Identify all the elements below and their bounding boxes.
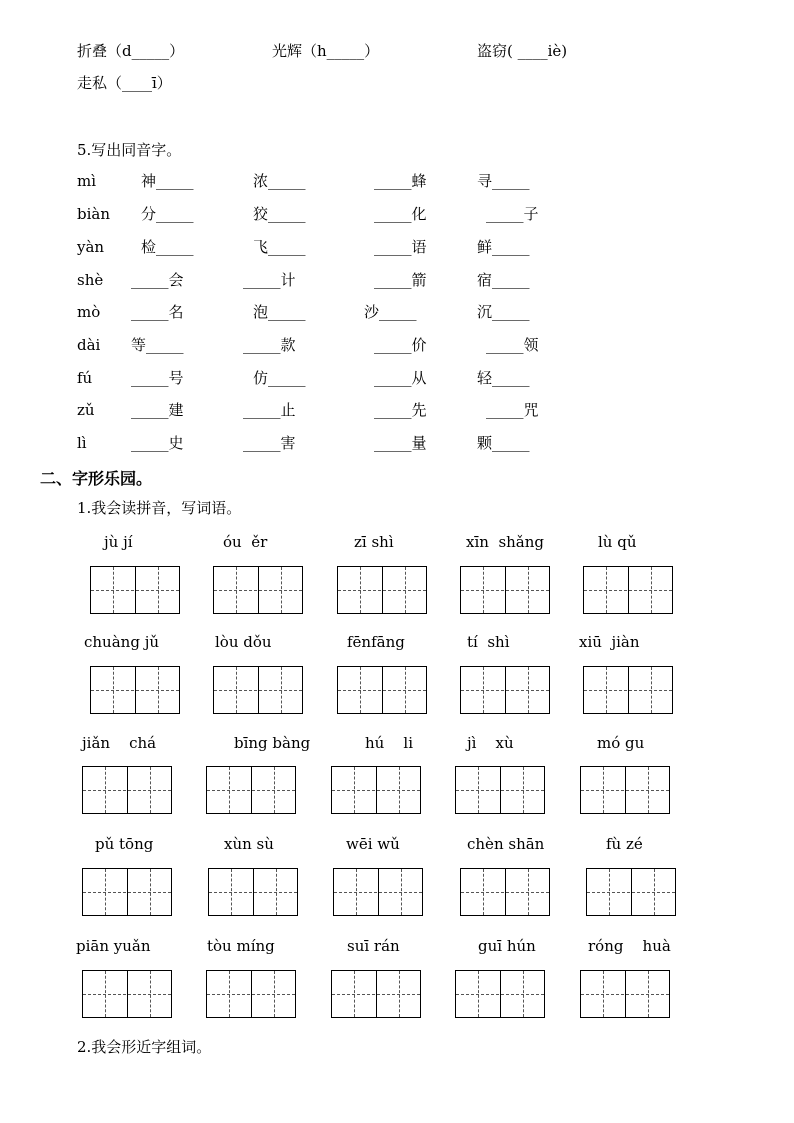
q5-cell: 寻_____ (477, 172, 530, 190)
box-guide-vertical (483, 869, 484, 915)
pinyin-label: zī shì (354, 533, 394, 551)
q5-cell: 泡_____ (253, 303, 306, 321)
box-guide-vertical (528, 869, 529, 915)
q5-cell: _____害 (243, 434, 296, 452)
q5-cell: 检_____ (141, 238, 194, 256)
pinyin-label: chèn shān (467, 835, 545, 853)
q5-cell: _____领 (486, 336, 539, 354)
item-guanghui: 光辉（h_____） (272, 42, 380, 60)
writing-box[interactable] (331, 970, 421, 1018)
writing-box[interactable] (213, 566, 303, 614)
pinyin-label: jù jí (104, 533, 133, 551)
writing-box[interactable] (580, 766, 670, 814)
box-guide-vertical (274, 971, 275, 1017)
box-guide-horizontal (581, 790, 669, 791)
box-guide-horizontal (456, 994, 544, 995)
box-guide-vertical (356, 869, 357, 915)
q5-pinyin: biàn (77, 205, 111, 223)
pinyin-label: xiū jiàn (579, 633, 640, 651)
writing-box[interactable] (337, 566, 427, 614)
box-guide-vertical (483, 567, 484, 613)
writing-box[interactable] (82, 766, 172, 814)
box-guide-horizontal (338, 590, 426, 591)
box-guide-vertical (654, 869, 655, 915)
writing-box[interactable] (82, 970, 172, 1018)
pinyin-label: piān yuǎn (76, 937, 151, 955)
pinyin-label: jiǎn chá (82, 734, 157, 752)
q5-cell: _____先 (374, 401, 427, 419)
pinyin-label: tòu míng (207, 937, 275, 955)
box-guide-horizontal (83, 892, 171, 893)
q5-cell: _____计 (243, 271, 296, 289)
q5-cell: _____款 (243, 336, 296, 354)
pinyin-label: mó gu (597, 734, 645, 752)
q5-cell: _____建 (131, 401, 184, 419)
writing-box[interactable] (583, 666, 673, 714)
box-guide-vertical (354, 971, 355, 1017)
writing-box[interactable] (337, 666, 427, 714)
writing-box[interactable] (82, 868, 172, 916)
q5-cell: _____从 (374, 369, 427, 387)
q5-cell: 宿_____ (477, 271, 530, 289)
box-guide-vertical (281, 567, 282, 613)
q5-cell: 颗_____ (477, 434, 530, 452)
box-guide-vertical (105, 767, 106, 813)
box-guide-horizontal (214, 590, 302, 591)
q5-cell: _____名 (131, 303, 184, 321)
box-guide-vertical (528, 667, 529, 713)
pinyin-label: bīng bàng (234, 734, 311, 752)
box-guide-vertical (606, 667, 607, 713)
writing-box[interactable] (206, 766, 296, 814)
box-guide-horizontal (581, 994, 669, 995)
box-guide-vertical (150, 767, 151, 813)
pinyin-label: hú li (365, 734, 413, 752)
box-guide-vertical (360, 667, 361, 713)
box-guide-vertical (399, 767, 400, 813)
box-guide-vertical (113, 567, 114, 613)
box-guide-vertical (105, 869, 106, 915)
writing-box[interactable] (460, 566, 550, 614)
box-guide-vertical (651, 567, 652, 613)
box-guide-vertical (405, 567, 406, 613)
box-guide-vertical (113, 667, 114, 713)
writing-box[interactable] (213, 666, 303, 714)
writing-box[interactable] (333, 868, 423, 916)
q5-cell: _____量 (374, 434, 427, 452)
writing-box[interactable] (455, 970, 545, 1018)
pinyin-label: pǔ tōng (95, 835, 154, 853)
q5-cell: 鲜_____ (477, 238, 530, 256)
box-guide-vertical (399, 971, 400, 1017)
writing-box[interactable] (206, 970, 296, 1018)
box-guide-horizontal (214, 690, 302, 691)
box-guide-horizontal (91, 590, 179, 591)
q5-cell: _____止 (243, 401, 296, 419)
box-guide-vertical (276, 869, 277, 915)
box-guide-horizontal (332, 790, 420, 791)
q5-cell: _____史 (131, 434, 184, 452)
pinyin-label: xùn sù (224, 835, 274, 853)
q5-cell: _____语 (374, 238, 427, 256)
q5-cell: _____号 (131, 369, 184, 387)
pinyin-label: óu ěr (223, 533, 268, 551)
box-guide-vertical (274, 767, 275, 813)
box-guide-horizontal (584, 590, 672, 591)
pinyin-label: tí shì (467, 633, 510, 651)
q5-cell: 神_____ (141, 172, 194, 190)
box-guide-vertical (478, 971, 479, 1017)
box-guide-vertical (648, 971, 649, 1017)
box-guide-horizontal (461, 690, 549, 691)
q5-cell: _____蜂 (374, 172, 427, 190)
pinyin-label: xīn shǎng (466, 533, 545, 551)
box-guide-horizontal (207, 790, 295, 791)
pinyin-label: lù qǔ (598, 533, 637, 551)
q5-cell: _____子 (486, 205, 539, 223)
q5-cell: 浓_____ (253, 172, 306, 190)
pinyin-label: fēnfāng (347, 633, 405, 651)
box-guide-horizontal (209, 892, 297, 893)
box-guide-horizontal (461, 892, 549, 893)
writing-box[interactable] (90, 666, 180, 714)
box-guide-vertical (236, 567, 237, 613)
writing-box[interactable] (90, 566, 180, 614)
box-guide-horizontal (338, 690, 426, 691)
box-guide-horizontal (456, 790, 544, 791)
box-guide-vertical (651, 667, 652, 713)
pinyin-label: suī rán (347, 937, 400, 955)
box-guide-vertical (229, 971, 230, 1017)
q5-pinyin: lì (77, 434, 87, 452)
q5-cell: _____箭 (374, 271, 427, 289)
writing-box[interactable] (460, 666, 550, 714)
box-guide-vertical (528, 567, 529, 613)
q5-cell: 仿_____ (253, 369, 306, 387)
section2-title: 二、字形乐园。 (40, 469, 153, 488)
writing-box[interactable] (460, 868, 550, 916)
writing-box[interactable] (331, 766, 421, 814)
q5-cell: 沙_____ (364, 303, 417, 321)
q5-cell: _____化 (374, 205, 427, 223)
box-guide-vertical (360, 567, 361, 613)
box-guide-vertical (229, 767, 230, 813)
box-guide-vertical (606, 567, 607, 613)
box-guide-horizontal (584, 690, 672, 691)
box-guide-vertical (158, 667, 159, 713)
pinyin-label: lòu dǒu (215, 633, 272, 651)
pinyin-label: fù zé (606, 835, 643, 853)
q5-cell: 分_____ (141, 205, 194, 223)
box-guide-horizontal (587, 892, 675, 893)
pinyin-label: jì xù (467, 734, 514, 752)
q5-cell: _____价 (374, 336, 427, 354)
q5-pinyin: mò (77, 303, 101, 321)
box-guide-vertical (523, 971, 524, 1017)
box-guide-vertical (609, 869, 610, 915)
box-guide-vertical (105, 971, 106, 1017)
box-guide-horizontal (83, 790, 171, 791)
writing-box[interactable] (580, 970, 670, 1018)
item-zhedie: 折叠（d_____） (77, 42, 185, 60)
box-guide-vertical (603, 971, 604, 1017)
q5-cell: 飞_____ (253, 238, 306, 256)
box-guide-vertical (354, 767, 355, 813)
box-guide-horizontal (334, 892, 422, 893)
q5-pinyin: yàn (77, 238, 105, 256)
box-guide-vertical (158, 567, 159, 613)
q5-pinyin: zǔ (77, 401, 95, 419)
box-guide-vertical (648, 767, 649, 813)
writing-box[interactable] (583, 566, 673, 614)
q5-pinyin: mì (77, 172, 97, 190)
pinyin-label: guī hún (478, 937, 536, 955)
writing-box[interactable] (208, 868, 298, 916)
box-guide-horizontal (83, 994, 171, 995)
writing-box[interactable] (455, 766, 545, 814)
item-zousi: 走私（____ī） (77, 74, 172, 92)
box-guide-vertical (603, 767, 604, 813)
box-guide-vertical (478, 767, 479, 813)
q5-cell: _____会 (131, 271, 184, 289)
q5-cell: 等_____ (131, 336, 184, 354)
q2-title: 2.我会形近字组词。 (77, 1038, 212, 1056)
box-guide-vertical (405, 667, 406, 713)
q5-pinyin: fú (77, 369, 93, 387)
box-guide-horizontal (91, 690, 179, 691)
q5-cell: 狡_____ (253, 205, 306, 223)
item-daoqie: 盗窃( ____iè) (477, 42, 568, 60)
box-guide-vertical (150, 971, 151, 1017)
pinyin-label: chuàng jǔ (84, 633, 160, 651)
box-guide-horizontal (461, 590, 549, 591)
q5-cell: _____咒 (486, 401, 539, 419)
q1-title: 1.我会读拼音，写词语。 (77, 499, 242, 517)
box-guide-vertical (401, 869, 402, 915)
box-guide-vertical (483, 667, 484, 713)
q5-pinyin: dài (77, 336, 101, 354)
q5-pinyin: shè (77, 271, 104, 289)
writing-box[interactable] (586, 868, 676, 916)
pinyin-label: róng huà (588, 937, 671, 955)
box-guide-vertical (281, 667, 282, 713)
q5-cell: 沉_____ (477, 303, 530, 321)
q5-title: 5.写出同音字。 (77, 141, 182, 159)
box-guide-horizontal (207, 994, 295, 995)
box-guide-vertical (523, 767, 524, 813)
q5-cell: 轻_____ (477, 369, 530, 387)
box-guide-vertical (150, 869, 151, 915)
box-guide-horizontal (332, 994, 420, 995)
pinyin-label: wēi wǔ (346, 835, 400, 853)
box-guide-vertical (236, 667, 237, 713)
box-guide-vertical (231, 869, 232, 915)
